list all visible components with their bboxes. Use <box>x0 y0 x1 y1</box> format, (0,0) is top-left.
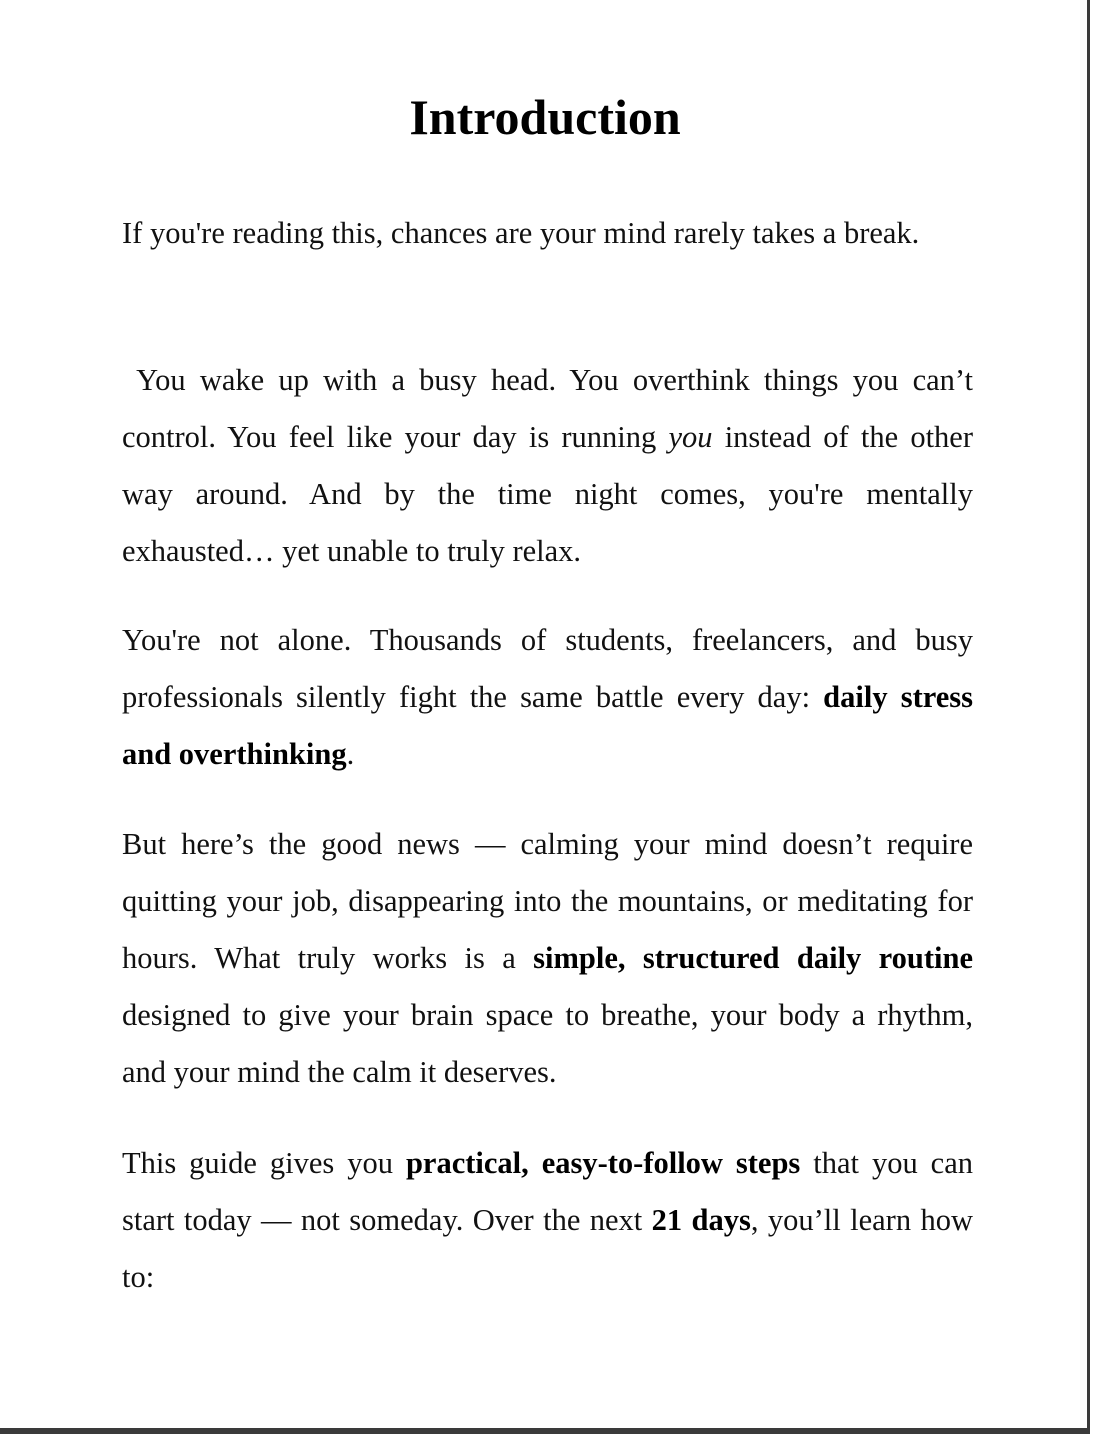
text-run: . <box>346 737 355 771</box>
emphasis-you: you <box>668 420 713 454</box>
text-run: You're not alone. Thousands of students, freelancers, and busy professionals silently fight the same battle every day: <box>122 623 973 714</box>
paragraph-intro: If you're reading this, chances are your mind rarely takes a break. <box>122 216 920 250</box>
text-run: , you’ll learn how to: <box>122 1203 973 1294</box>
paragraph-guide <box>122 1135 973 1306</box>
page-title: Introduction <box>409 89 681 145</box>
text-run: But here’s the good news — calming your mind doesn’t require quitting your job, disappearing into the mountains, or meditating for hours. What truly works is a <box>122 827 973 975</box>
text-run: This guide gives you <box>122 1146 406 1180</box>
bold-practical-steps: practical, easy-to-follow steps <box>405 1146 801 1180</box>
text-run: You wake up with a busy head. You overthink things you can’t control. You feel like your day is running <box>122 363 973 454</box>
bold-daily-stress: daily stress and overthinking <box>122 680 973 771</box>
bold-daily-routine: simple, structured daily routine <box>533 941 973 975</box>
text-run: instead of the other way around. And by the time night comes, you're mentally exhausted… yet unable to truly relax. <box>122 420 973 568</box>
text-run: that you can start today — not someday. Over the next <box>122 1146 973 1237</box>
bold-21-days: 21 days <box>651 1203 751 1237</box>
paragraph-not-alone <box>122 612 973 783</box>
text-run: designed to give your brain space to breathe, your body a rhythm, and your mind the calm it deserves. <box>122 998 973 1089</box>
paragraph-good-news <box>122 816 973 1101</box>
paragraph-busy-head <box>122 352 973 580</box>
